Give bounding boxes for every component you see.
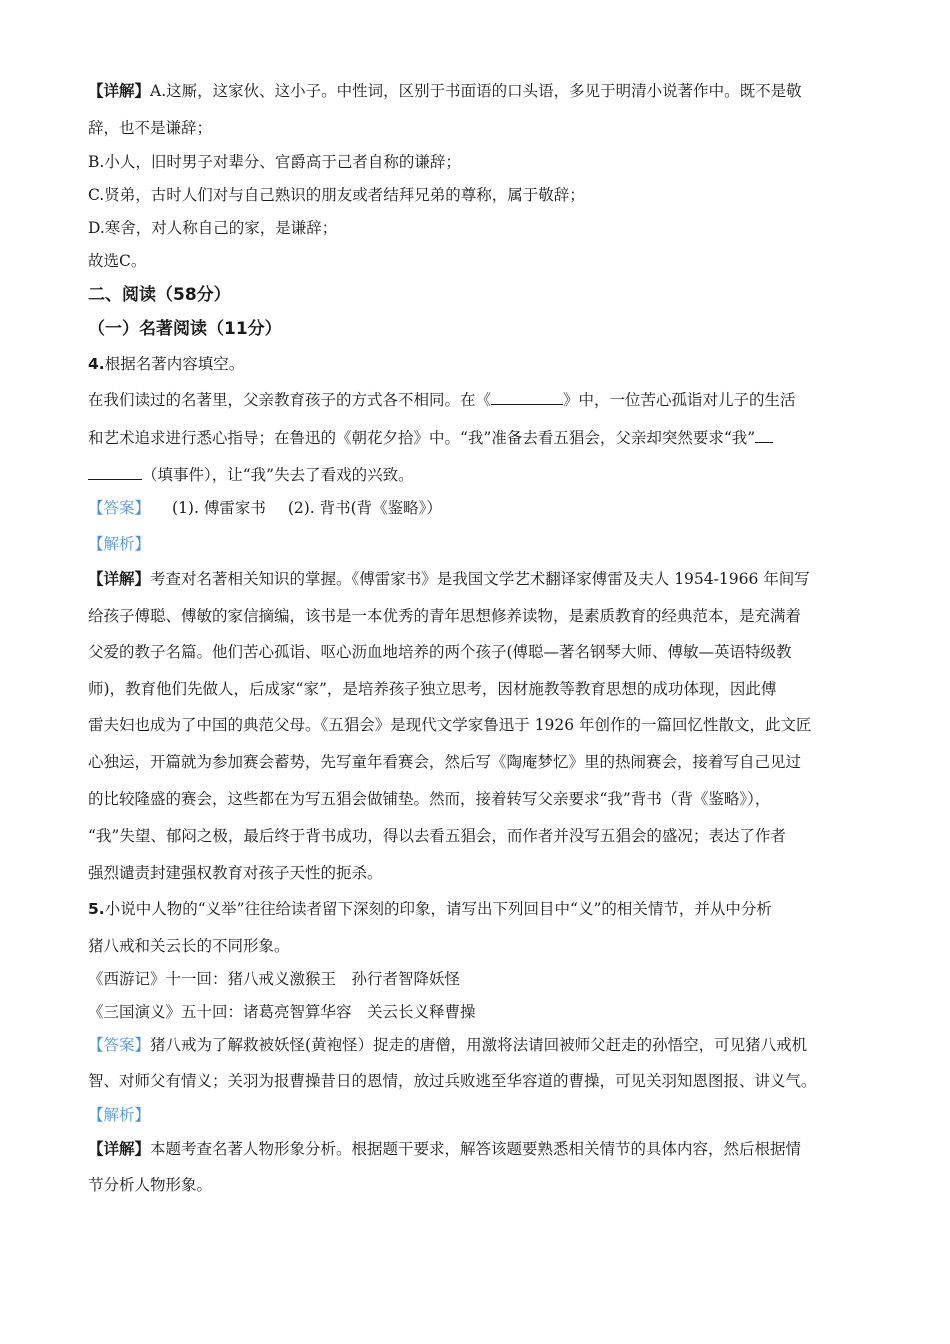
q4-detail-line4: 师)，教育他们先做人，后成家“家”，是培养孩子独立思考，因材施教等教育思想的成功体现，因此傅 bbox=[88, 680, 777, 698]
q3-option-d: D.寒舍，对人称自己的家，是谦辞； bbox=[88, 219, 338, 237]
q5-detail-text: 本题考查名著人物形象分析。根据题干要求，解答该题要熟悉相关情节的具体内容，然后根据情 bbox=[150, 1140, 802, 1158]
q4-answer-tag: 【答案】 bbox=[88, 499, 151, 517]
q5-detail-tag: 【详解】 bbox=[88, 1140, 151, 1158]
q5-answer-line2: 智、对师父有情义；关羽为报曹操昔日的恩情，放过兵败逃至华容道的曹操，可见关羽知恩图报、讲义气。 bbox=[88, 1072, 817, 1090]
q5-item-1: 《西游记》十一回：猪八戒义激猴王 孙行者智降妖怪 bbox=[88, 970, 461, 988]
q5-number: 5. bbox=[88, 900, 105, 918]
q4-detail-text: 考查对名著相关知识的掌握。《傅雷家书》是我国文学艺术翻译家傅雷及夫人 1954-1966 年间写 bbox=[150, 570, 810, 588]
q5-item-2: 《三国演义》五十回：诸葛亮智算华容 关云长义释曹操 bbox=[88, 1003, 476, 1021]
q4-detail-tag: 【详解】 bbox=[88, 570, 151, 588]
q4-detail-line9: 强烈谴责封建强权教育对孩子天性的扼杀。 bbox=[88, 864, 383, 882]
q5-analysis-tag: 【解析】 bbox=[88, 1106, 151, 1124]
q4-prompt-text: 根据名著内容填空。 bbox=[104, 355, 245, 373]
q4-analysis-tag: 【解析】 bbox=[88, 535, 151, 553]
q3-option-b: B.小人，旧时男子对辈分、官爵高于己者自称的谦辞； bbox=[88, 153, 461, 171]
q3-detail-line2: 辞，也不是谦辞； bbox=[88, 119, 213, 137]
q3-option-c: C.贤弟，古时人们对与自己熟识的朋友或者结拜兄弟的尊称，属于敬辞； bbox=[88, 186, 585, 204]
q3-detail-tag: 【详解】 bbox=[88, 82, 151, 100]
q3-detail-text: A.这厮，这家伙、这小子。中性词，区别于书面语的口头语，多见于明清小说著作中。既不是敬 bbox=[150, 82, 802, 100]
q4-text-line2 bbox=[88, 428, 773, 448]
q5-answer-text: 猪八戒为了解救被妖怪(黄袍怪）捉走的唐僧，用激将法请回被师父赶走的孙悟空，可见猪八戒机 bbox=[150, 1036, 808, 1054]
q4-answer-2: (2). 背书(背《鉴略》） bbox=[287, 499, 442, 517]
section-heading-reading: 二、阅读（58分） bbox=[88, 285, 231, 305]
q5-prompt-text: 小说中人物的“义举”往往给读者留下深刻的印象，请写出下列回目中“义”的相关情节，并从中分析 bbox=[104, 900, 772, 918]
q4-text2-a: 和艺术追求进行悉心指导；在鲁迅的《朝花夕拾》中。“我”准备去看五猖会，父亲却突然要求“我” bbox=[88, 429, 756, 447]
q4-detail-line5: 雷夫妇也成为了中国的典范父母。《五猖会》是现代文学家鲁迅于 1926 年创作的一篇回忆性散文，此文匠 bbox=[88, 716, 812, 734]
q4-detail-line6: 心独运，开篇就为参加赛会蓄势，先写童年看赛会，然后写《陶庵梦忆》里的热闹赛会，接着写自己见过 bbox=[88, 753, 802, 771]
q4-detail-line7: 的比较隆盛的赛会，这些都在为写五猖会做铺垫。然而，接着转写父亲要求“我”背书（背《鉴略》）， bbox=[88, 790, 771, 808]
q4-blank-1 bbox=[491, 390, 563, 405]
q3-conclusion: 故选C。 bbox=[88, 252, 147, 270]
q4-text3: （填事件），让“我”失去了看戏的兴致。 bbox=[142, 466, 414, 484]
q4-blank-2a bbox=[755, 428, 773, 443]
q4-answer-line bbox=[88, 498, 442, 518]
q4-text1-b: 》中，一位苦心孤诣对儿子的生活 bbox=[563, 391, 796, 409]
q4-text-line3 bbox=[88, 465, 414, 485]
q4-detail-line2: 给孩子傅聪、傅敏的家信摘编，该书是一本优秀的青年思想修养读物，是素质教育的经典范本，是充满着 bbox=[88, 607, 802, 625]
q5-prompt-line2: 猪八戒和关云长的不同形象。 bbox=[88, 937, 290, 955]
q3-detail-line1 bbox=[88, 81, 802, 101]
q4-blank-2b bbox=[88, 465, 142, 480]
subsection-heading-classics: （一）名著阅读（11分） bbox=[88, 319, 282, 339]
q4-detail-line1 bbox=[88, 569, 810, 589]
q5-answer-line1 bbox=[88, 1035, 807, 1055]
q4-text-line1 bbox=[88, 390, 796, 410]
q4-prompt bbox=[88, 354, 244, 374]
q4-detail-line8: “我”失望、郁闷之极，最后终于背书成功，得以去看五猖会，而作者并没写五猖会的盛况；表达了作者 bbox=[88, 827, 786, 845]
q4-text1-a: 在我们读过的名著里，父亲教育孩子的方式各不相同。在《 bbox=[88, 391, 492, 409]
q4-detail-line3: 父爱的教子名篇。他们苦心孤诣、呕心沥血地培养的两个孩子(傅聪—著名钢琴大师、傅敏—英语特级教 bbox=[88, 643, 792, 661]
q4-number: 4. bbox=[88, 355, 105, 373]
q5-detail-line1 bbox=[88, 1139, 801, 1159]
q4-answer-1: (1). 傅雷家书 bbox=[172, 499, 266, 517]
q5-prompt-line1 bbox=[88, 899, 772, 919]
q5-answer-tag: 【答案】 bbox=[88, 1036, 151, 1054]
q5-detail-line2: 节分析人物形象。 bbox=[88, 1176, 213, 1194]
